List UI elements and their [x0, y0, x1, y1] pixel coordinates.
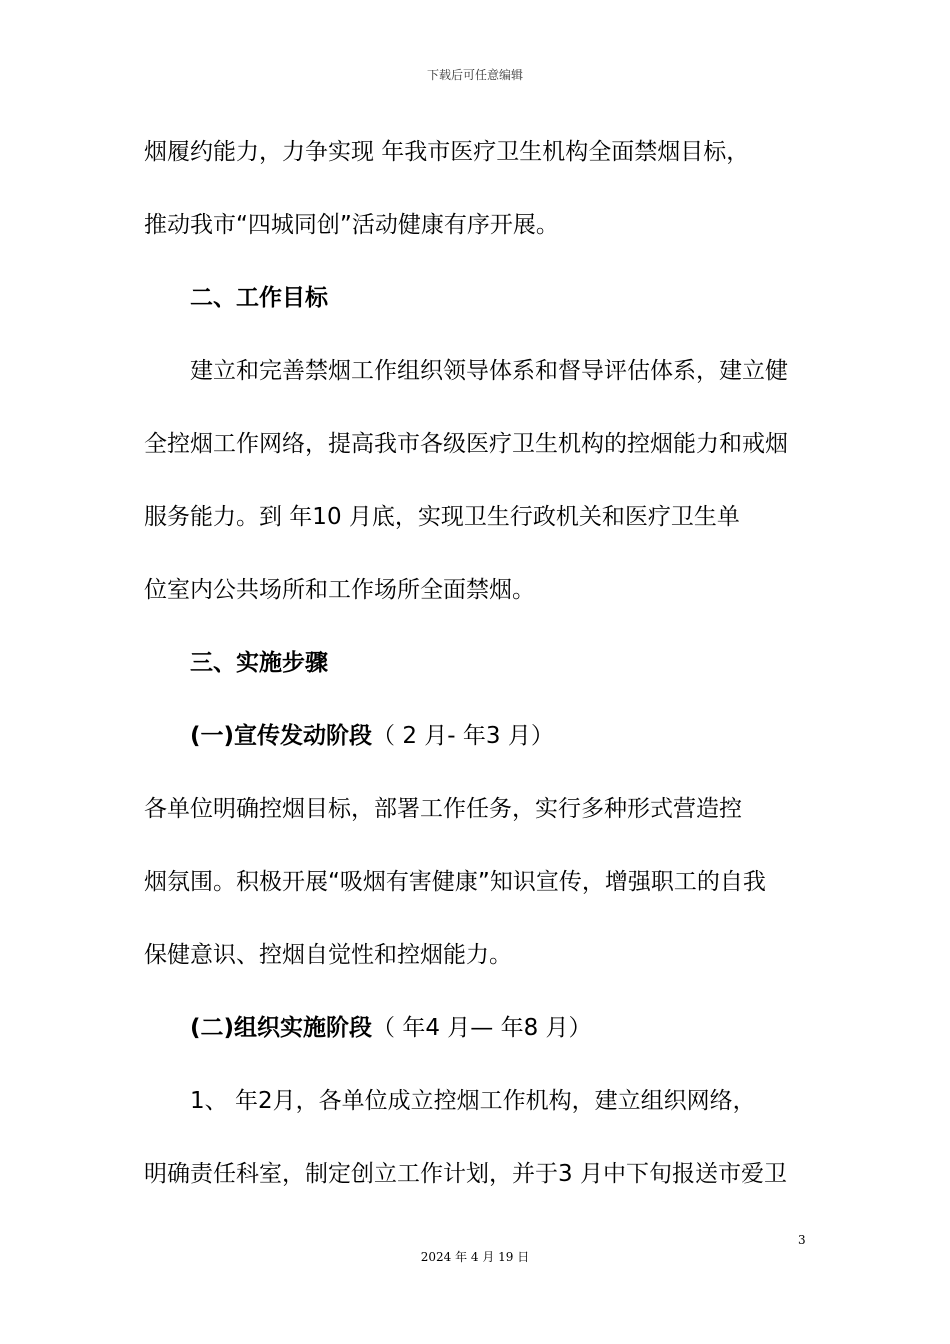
- section-heading: 二、工作目标: [190, 285, 328, 311]
- paragraph-line: 保健意识、控烟自觉性和控烟能力。: [144, 942, 512, 968]
- document-body: [144, 130, 824, 1225]
- paragraph-line: 全控烟工作网络，提高我市各级医疗卫生机构的控烟能力和戒烟: [144, 431, 788, 457]
- page-header: 下载后可任意编辑: [426, 68, 523, 82]
- paragraph-line: 各单位明确控烟目标，部署工作任务，实行多种形式营造控: [144, 796, 742, 822]
- subsection-period: （ 2 月- 年3 月）: [372, 723, 554, 749]
- paragraph-line: 烟履约能力，力争实现 年我市医疗卫生机构全面禁烟目标，: [144, 139, 750, 165]
- paragraph-line: 位室内公共场所和工作场所全面禁烟。: [144, 577, 535, 603]
- paragraph-line: 1、 年2月，各单位成立控烟工作机构，建立组织网络，: [190, 1088, 756, 1114]
- subsection-heading: [144, 714, 824, 787]
- subsection-title: (一)宣传发动阶段: [190, 723, 373, 749]
- paragraph-line: 服务能力。到 年10 月底，实现卫生行政机关和医疗卫生单: [144, 504, 740, 530]
- page-number: 3: [798, 1233, 806, 1247]
- paragraph-line: 推动我市“四城同创”活动健康有序开展。: [144, 212, 559, 238]
- paragraph-line: 烟氛围。积极开展“吸烟有害健康”知识宣传，增强职工的自我: [144, 869, 766, 895]
- subsection-title: (二)组织实施阶段: [190, 1015, 373, 1041]
- section-heading: 三、实施步骤: [190, 650, 328, 676]
- paragraph-line: 明确责任科室，制定创立工作计划，并于3 月中下旬报送市爱卫: [144, 1161, 787, 1187]
- subsection-heading: [144, 1006, 824, 1079]
- page-footer-date: 2024 年 4 月 19 日: [420, 1250, 530, 1264]
- paragraph-line: 建立和完善禁烟工作组织领导体系和督导评估体系，建立健: [190, 358, 788, 384]
- subsection-period: （ 年4 月— 年8 月）: [372, 1015, 592, 1041]
